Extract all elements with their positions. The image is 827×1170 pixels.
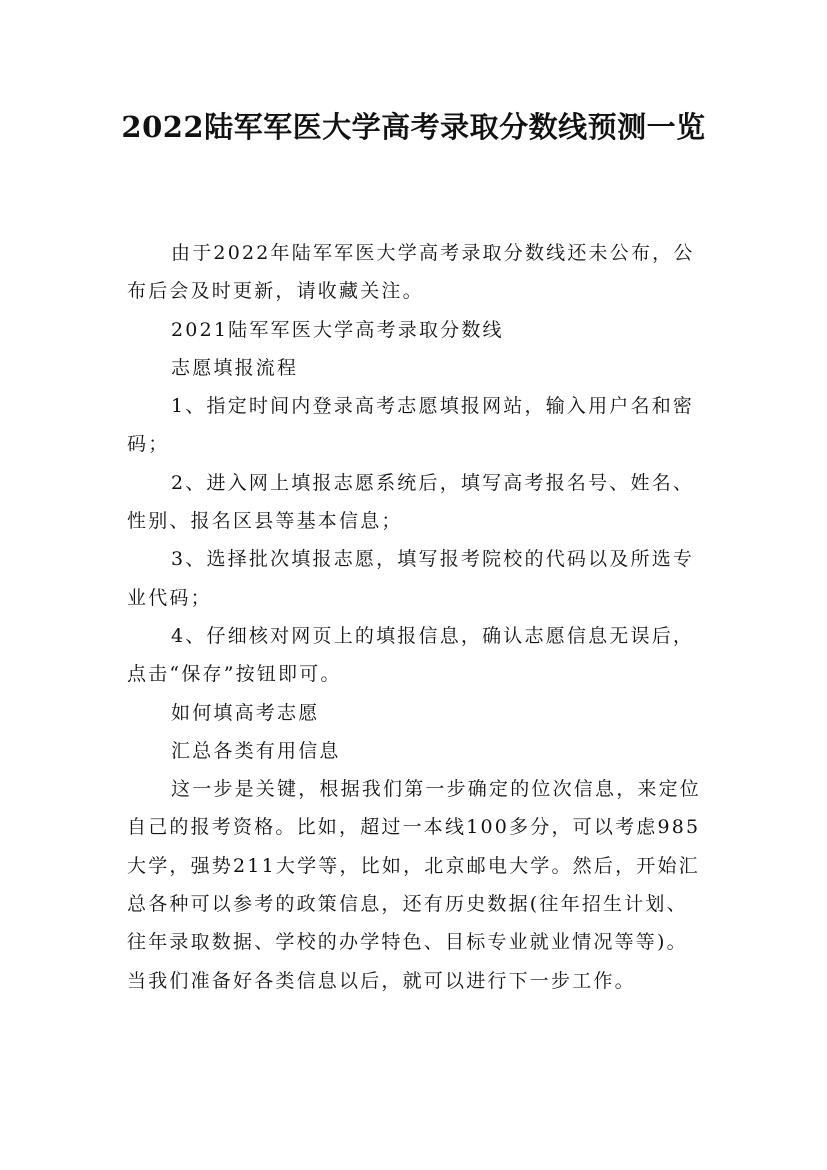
paragraph-step-3: 3、选择批次填报志愿，填写报考院校的代码以及所选专业代码； bbox=[127, 548, 695, 609]
paragraph-step-4: 4、仔细核对网页上的填报信息，确认志愿信息无误后，点击“保存”按钮即可。 bbox=[127, 624, 695, 686]
paragraph-step-2: 2、进入网上填报志愿系统后，填写高考报名号、姓名、性别、报名区县等基本信息； bbox=[127, 471, 695, 533]
paragraph-process-heading: 志愿填报流程 bbox=[171, 356, 299, 379]
paragraph-2021-heading: 2021陆军军医大学高考录取分数线 bbox=[171, 318, 504, 341]
paragraph-collect-body: 这一步是关键，根据我们第一步确定的位次信息，来定位自己的报考资格。比如，超过一本线100多分，可以考虑985大学，强势211大学等，比如，北京邮电大学。然后，开始汇总各种可以参考的政策信息，还有历史数据(往年招生计划、往年录取数据、学校的办学特色、目标专业就业情况等等)。当我们准备好各类信息以后，就可以进行下一步工作。 bbox=[127, 778, 702, 992]
paragraph-how-to-heading: 如何填高考志愿 bbox=[171, 701, 320, 724]
document-body bbox=[127, 234, 707, 1000]
paragraph-collect-heading: 汇总各类有用信息 bbox=[171, 739, 341, 762]
paragraph-intro: 由于2022年陆军军医大学高考录取分数线还未公布，公布后会及时更新，请收藏关注。 bbox=[127, 242, 695, 303]
paragraph-step-1: 1、指定时间内登录高考志愿填报网站，输入用户名和密码； bbox=[127, 395, 695, 456]
document-title: 2022陆军军医大学高考录取分数线预测一览 bbox=[121, 110, 706, 144]
